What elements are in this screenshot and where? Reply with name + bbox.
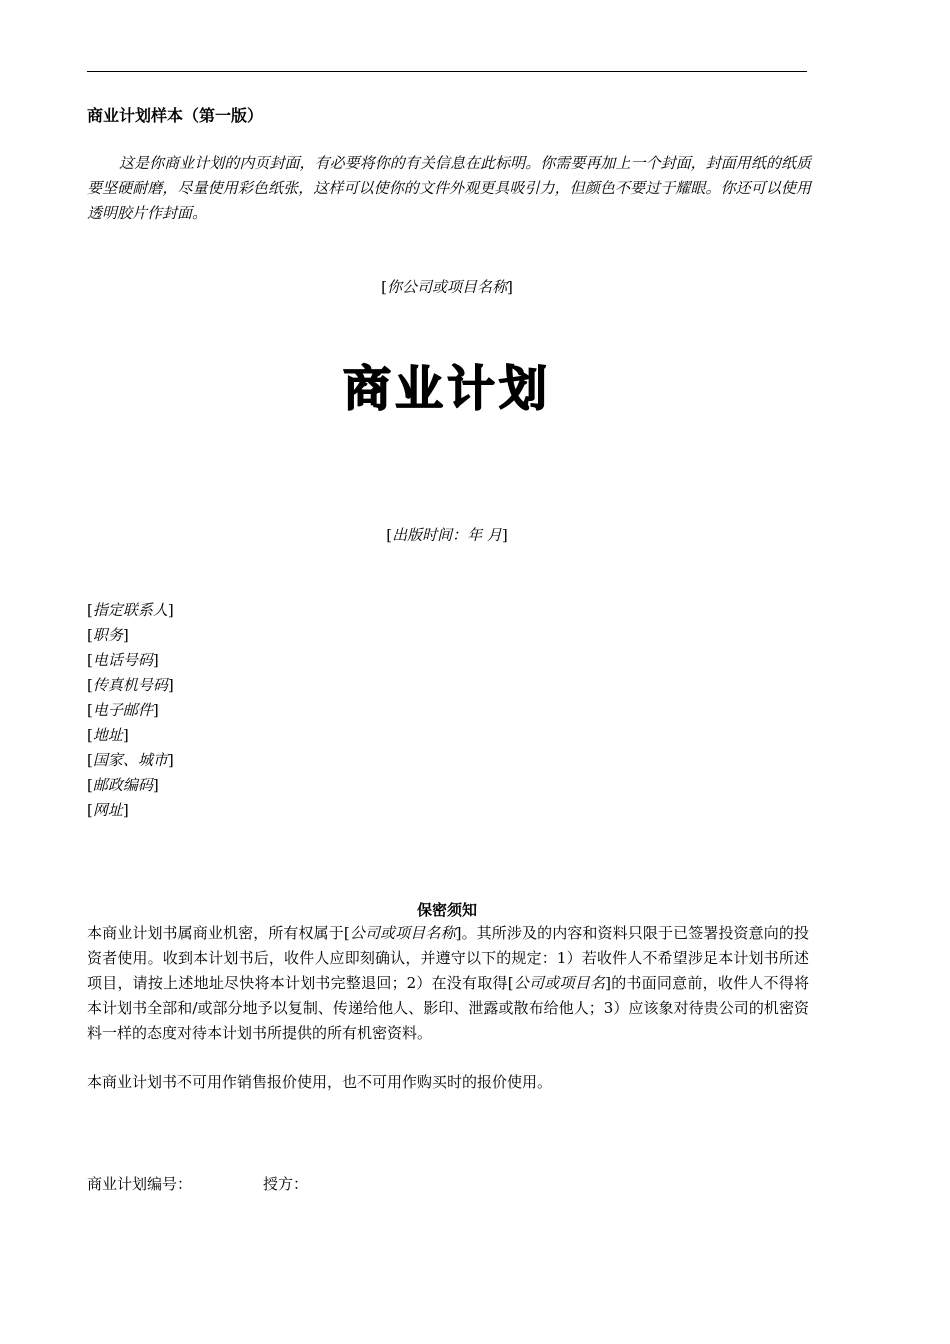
publish-date-placeholder: [出版时间：年 月] (386, 526, 508, 544)
intro-paragraph: 这是你商业计划的内页封面，有必要将你的有关信息在此标明。你需要再加上一个封面，封面用纸的纸质要坚硬耐磨，尽量使用彩色纸张，这样可以使你的文件外观更具吸引力，但颜色不要过于耀眼。你还可以使用透明胶片作封面。 (87, 154, 811, 222)
contact-item: [传真机号码] (87, 676, 174, 694)
contact-item: [电话号码] (87, 651, 159, 669)
contact-label: 传真机号码 (92, 676, 168, 694)
contact-label: 指定联系人 (92, 601, 168, 619)
pricing-disclaimer: 本商业计划书不可用作销售报价使用，也不可用作购买时的报价使用。 (87, 1073, 553, 1091)
company-name-placeholder: [你公司或项目名称] (381, 278, 513, 296)
confidentiality-text-1: 本商业计划书属商业机密，所有权属于[ (87, 924, 350, 942)
footer-fields (87, 1173, 309, 1194)
confidentiality-paragraph (87, 921, 809, 1046)
grantee-label: 授方： (263, 1175, 309, 1193)
contact-item: [邮政编码] (87, 776, 159, 794)
confidentiality-heading: 保密须知 (416, 901, 477, 919)
company-name-text: 你公司或项目名称 (386, 278, 507, 296)
contact-label: 电话号码 (92, 651, 153, 669)
confidentiality-text-3: ]的书面同意前，收件人不得将本计划书全部和/或部分地予以复制、传递给他人、影印、泄露或散布给他人；3）应该象对待贵公司的机密资料一样的态度对待本计划书所提供的所有机密资料。 (87, 974, 809, 1042)
header-rule (87, 71, 807, 72)
contact-label: 电子邮件 (92, 701, 153, 719)
contact-item: [指定联系人] (87, 601, 174, 619)
contact-item: [网址] (87, 801, 129, 819)
contact-label: 国家、城市 (92, 751, 168, 769)
company-name-inline-placeholder-2: 公司或项目名 (513, 974, 606, 992)
contact-item: [职务] (87, 626, 129, 644)
confidentiality-text-2: ]。其所涉及的内容和资料只限于已签署投资意向的投资者使用。收到本计划书后，收件人应即刻确认，并遵守以下的规定：1）若收件人不希望涉足本计划书所述项目，请按上述地址尽快将本计划书完整退回；2）在没有取得[ (87, 924, 809, 992)
contact-label: 职务 (92, 626, 123, 644)
contact-info-list (87, 598, 174, 823)
document-header-title: 商业计划样本（第一版） (87, 106, 264, 125)
contact-label: 邮政编码 (92, 776, 153, 794)
company-name-inline-placeholder: 公司或项目名称 (349, 924, 456, 942)
publish-date-text: 出版时间：年 月 (392, 526, 502, 544)
main-title: 商业计划 (342, 361, 551, 417)
contact-item: [电子邮件] (87, 701, 159, 719)
contact-label: 地址 (92, 726, 123, 744)
contact-item: [地址] (87, 726, 129, 744)
plan-number-label: 商业计划编号： (87, 1175, 193, 1193)
contact-item: [国家、城市] (87, 751, 174, 769)
contact-label: 网址 (92, 801, 123, 819)
